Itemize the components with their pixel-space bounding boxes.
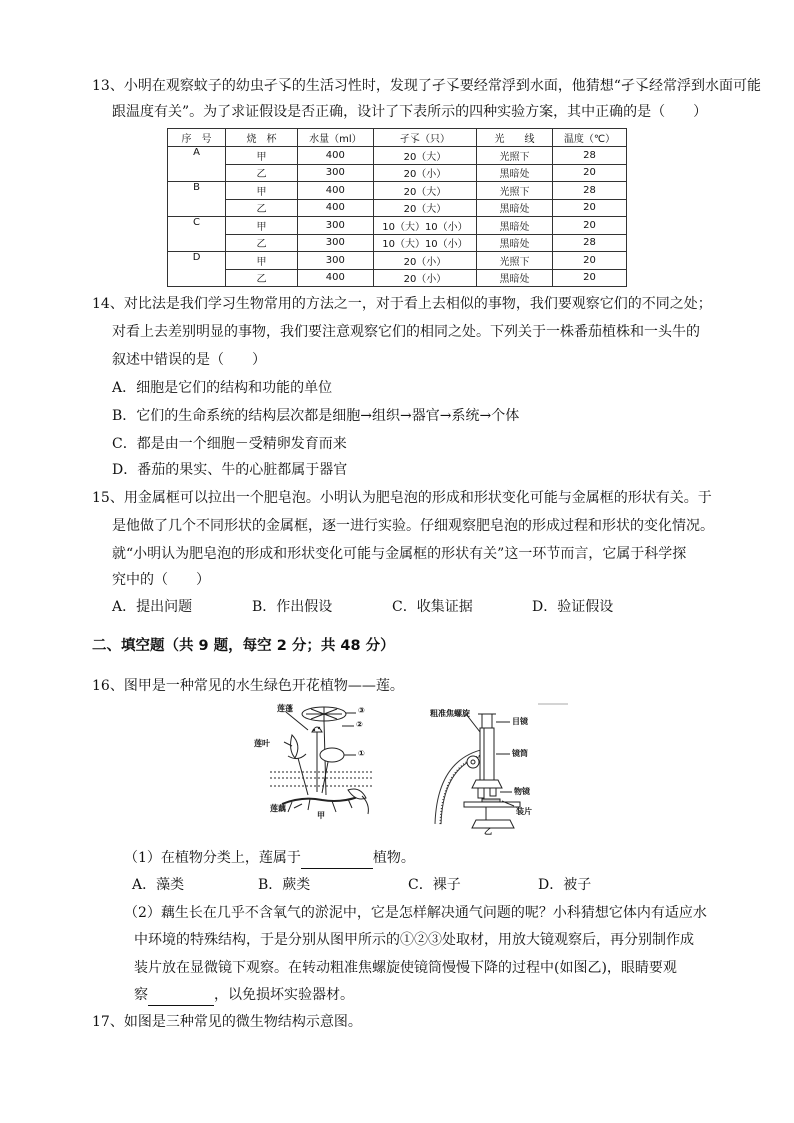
table-cell: 黑暗处	[477, 217, 553, 235]
table-cell: 28	[552, 234, 626, 252]
table-cell: 乙	[226, 199, 298, 217]
col-header: 温度（℃）	[552, 129, 626, 147]
table-row	[168, 182, 627, 200]
table-row	[168, 269, 627, 287]
q16-sub1	[124, 848, 415, 869]
lotus-figure	[254, 700, 387, 830]
q16-option-d: D．被子	[538, 877, 592, 893]
table-cell: 10（大）10（小）	[373, 217, 476, 235]
q14-option-d: D．番茄的果实、牛的心脏都属于器官	[112, 462, 348, 478]
q14-line1: 14、对比法是我们学习生物常用的方法之一，对于看上去相似的事物，我们要观察它们的不同之处；	[92, 296, 712, 312]
label-circle-3: ③	[358, 706, 365, 715]
table-row	[168, 199, 627, 217]
table-row	[168, 252, 627, 270]
q15-option-d: D．验证假设	[532, 599, 614, 615]
label-slide: 装片	[516, 807, 532, 816]
table-cell: 20	[552, 199, 626, 217]
col-header: 烧 杯	[226, 129, 298, 147]
section-title: 二、填空题（共 9 题，每空 2 分；共 48 分）	[92, 638, 395, 654]
table-cell: 20（大）	[373, 199, 476, 217]
table-cell: 甲	[226, 147, 298, 165]
table-header-row	[168, 129, 627, 147]
label-lianpeng: 莲蓬	[277, 704, 293, 713]
col-header: 水量（ml）	[297, 129, 373, 147]
group-label: A	[168, 147, 226, 182]
table-row	[168, 234, 627, 252]
table-cell: 300	[297, 234, 373, 252]
q17-line1: 17、如图是三种常见的微生物结构示意图。	[92, 1014, 362, 1030]
table-cell: 400	[297, 147, 373, 165]
table-cell: 黑暗处	[477, 269, 553, 287]
q16-sub2-line4	[134, 985, 354, 1006]
table-cell: 20	[552, 164, 626, 182]
experiment-table	[167, 128, 627, 287]
q14-option-a: A．细胞是它们的结构和功能的单位	[112, 380, 333, 396]
label-objective: 物镜	[514, 787, 530, 796]
table-cell: 黑暗处	[477, 199, 553, 217]
q16-sub1-options	[132, 875, 692, 895]
q15-line4: 究中的（ ）	[112, 572, 210, 588]
q16-option-c: C．裸子	[408, 877, 461, 893]
caption-yi: 乙	[484, 827, 492, 836]
microscope-drawing	[430, 702, 575, 837]
table-cell: 20（小）	[373, 252, 476, 270]
group-label: B	[168, 182, 226, 217]
table-cell: 20	[552, 252, 626, 270]
table-cell: 20	[552, 217, 626, 235]
label-coarse-knob: 粗准焦螺旋	[430, 709, 470, 718]
q13-line1: 13、小明在观察蚊子的幼虫孑孓的生活习性时，发现了孑孓要经常浮到水面，他猜想“孑孓经常浮到水面可能	[92, 78, 761, 94]
q16-option-b: B．蕨类	[258, 877, 311, 893]
col-header: 序 号	[168, 129, 226, 147]
table-cell: 400	[297, 199, 373, 217]
table-cell: 乙	[226, 164, 298, 182]
table-cell: 20（小）	[373, 164, 476, 182]
q14-line2: 对看上去差别明显的事物，我们要注意观察它们的相同之处。下列关于一株番茄植株和一头牛的	[112, 324, 700, 340]
table-cell: 300	[297, 164, 373, 182]
q16-sub1-prefix: （1）在植物分类上，莲属于	[124, 850, 301, 866]
q16-sub1-suffix: 植物。	[372, 850, 415, 866]
group-label: D	[168, 252, 226, 287]
q16-sub2-line2: 中环境的特殊结构，于是分别从图甲所示的①②③处取材，用放大镜观察后，再分别制作成	[134, 932, 694, 948]
table-row	[168, 217, 627, 235]
q16-line1: 16、图甲是一种常见的水生绿色开花植物——莲。	[92, 678, 404, 694]
label-tube: 镜筒	[512, 749, 528, 758]
q15-option-b: B．作出假设	[252, 599, 333, 615]
q16-option-a: A．藻类	[132, 877, 185, 893]
table-cell: 300	[297, 252, 373, 270]
table-cell: 黑暗处	[477, 234, 553, 252]
table-row	[168, 164, 627, 182]
table-cell: 28	[552, 147, 626, 165]
table-row	[168, 147, 627, 165]
q14-option-b: B．它们的生命系统的结构层次都是细胞→组织→器官→系统→个体	[112, 408, 520, 424]
q16-sub2-line1: （2）藕生长在几乎不含氧气的淤泥中，它是怎样解决通气问题的呢？小科猜想它体内有适应水	[124, 905, 707, 921]
table-cell: 光照下	[477, 182, 553, 200]
table-cell: 28	[552, 182, 626, 200]
q16-sub2-line4-prefix: 察	[134, 987, 148, 1003]
table-cell: 20（大）	[373, 182, 476, 200]
q15-line2: 是他做了几个不同形状的金属框，逐一进行实验。仔细观察肥皂泡的形成过程和形状的变化情况。	[112, 518, 714, 534]
table-cell: 乙	[226, 269, 298, 287]
q14-line3: 叙述中错误的是（ ）	[112, 352, 266, 368]
q16-sub2-line3: 装片放在显微镜下观察。在转动粗准焦螺旋使镜筒慢慢下降的过程中(如图乙)，眼睛要观	[134, 960, 677, 976]
label-lianye: 莲叶	[254, 739, 270, 748]
q15-options	[112, 597, 672, 617]
table-cell: 10（大）10（小）	[373, 234, 476, 252]
q13-line2: 跟温度有关”。为了求证假设是否正确，设计了下表所示的四种实验方案，其中正确的是（ ）	[112, 104, 708, 120]
table-cell: 光照下	[477, 252, 553, 270]
q15-option-a: A．提出问题	[112, 599, 193, 615]
table-cell: 20（小）	[373, 269, 476, 287]
table-cell: 400	[297, 269, 373, 287]
table-cell: 甲	[226, 182, 298, 200]
q16-sub2-line4-suffix: ，以免损坏实验器材。	[214, 987, 354, 1003]
table-cell: 400	[297, 182, 373, 200]
group-label: C	[168, 217, 226, 252]
table-cell: 黑暗处	[477, 164, 553, 182]
col-header: 光 线	[477, 129, 553, 147]
table-cell: 光照下	[477, 147, 553, 165]
label-lianou: 莲藕	[270, 804, 286, 813]
table-cell: 乙	[226, 234, 298, 252]
table-cell: 300	[297, 217, 373, 235]
q15-line1: 15、用金属框可以拉出一个肥皂泡。小明认为肥皂泡的形成和形状变化可能与金属框的形状有关。于	[92, 490, 712, 506]
microscope-figure	[430, 702, 575, 837]
answer-blank[interactable]	[301, 848, 373, 869]
table-cell: 20（大）	[373, 147, 476, 165]
caption-jia: 甲	[317, 811, 325, 820]
table-cell: 甲	[226, 217, 298, 235]
answer-blank[interactable]	[148, 985, 214, 1006]
q14-option-c: C．都是由一个细胞－受精卵发育而来	[112, 436, 347, 452]
col-header: 孑孓（只）	[373, 129, 476, 147]
label-eyepiece: 目镜	[512, 717, 528, 726]
table-cell: 20	[552, 269, 626, 287]
q15-line3: 就“小明认为肥皂泡的形成和形状变化可能与金属框的形状有关”这一环节而言，它属于科学探	[112, 546, 687, 562]
q15-option-c: C．收集证据	[392, 599, 473, 615]
label-circle-1: ①	[358, 749, 365, 758]
label-circle-2: ②	[356, 720, 363, 729]
table-cell: 甲	[226, 252, 298, 270]
